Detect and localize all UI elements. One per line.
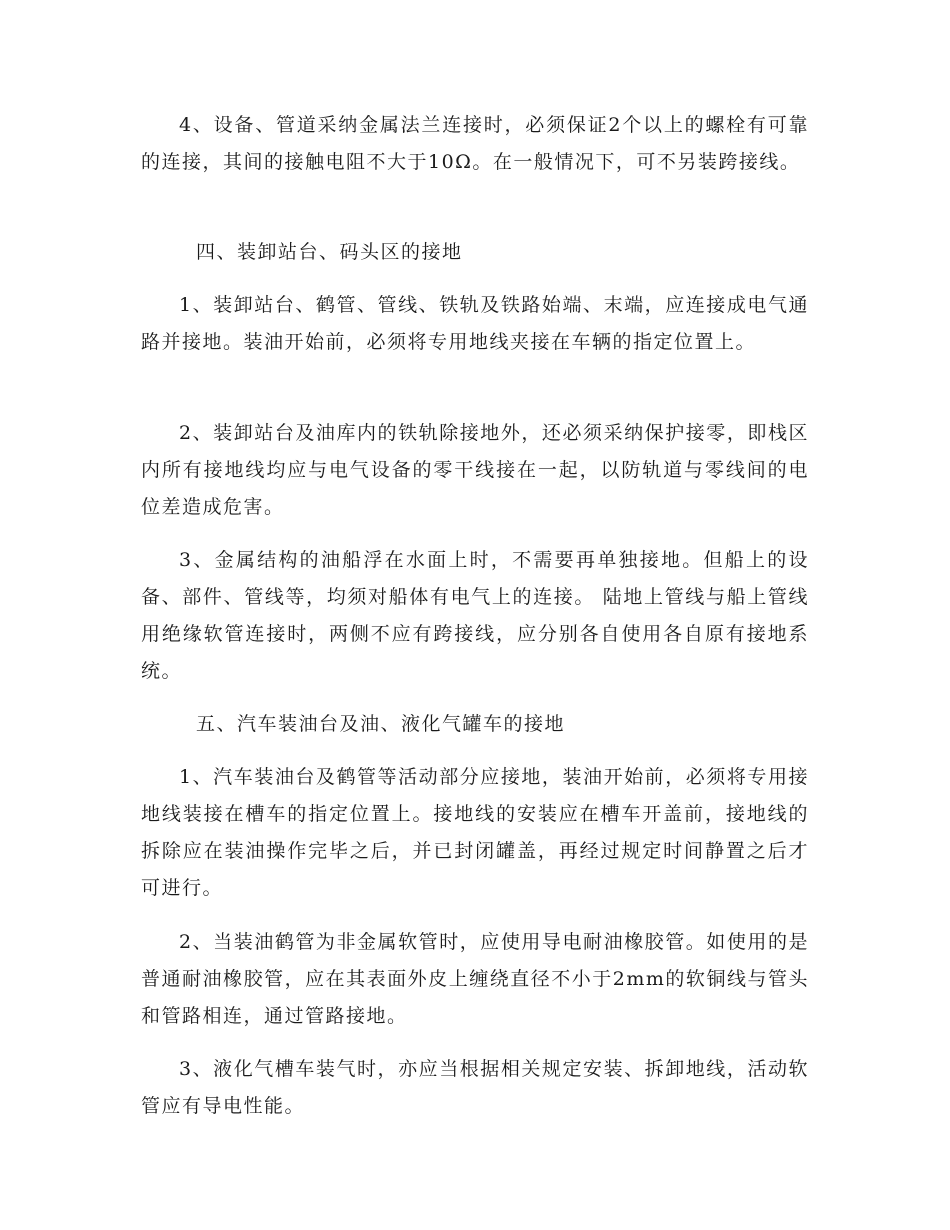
paragraph-1-truck-loading: 1、汽车装油台及鹤管等活动部分应接地，装油开始前，必须将专用接地线装接在槽车的指定位置上。接地线的安装应在槽车开盖前，接地线的拆除应在装油操作完毕之后，并已封闭罐盖，再经过规定时间静置之后才可进行。: [141, 766, 809, 899]
paragraph-3-lpg-tanker: 3、液化气槽车装气时，亦应当根据相关规定安装、拆卸地线，活动软管应有导电性能。: [141, 1058, 809, 1117]
section-heading-5: 五、汽车装油台及油、液化气罐车的接地: [196, 713, 566, 735]
paragraph-3-oil-ship: 3、金属结构的油船浮在水面上时，不需要再单独接地。但船上的设备、部件、管线等，均须对船体有电气上的连接。 陆地上管线与船上管线用绝缘软管连接时，两侧不应有跨接线，应分别各自使用各自原有接地系统。: [141, 549, 809, 682]
paragraph-1-loading-platform: 1、装卸站台、鹤管、管线、铁轨及铁路始端、末端，应连接成电气通路并接地。装油开始前，必须将专用地线夹接在车辆的指定位置上。: [141, 294, 809, 353]
section-heading-4: 四、装卸站台、码头区的接地: [196, 241, 463, 263]
paragraph-2-rail-grounding: 2、装卸站台及油库内的铁轨除接地外，还必须采纳保护接零，即栈区内所有接地线均应与电气设备的零干线接在一起，以防轨道与零线间的电位差造成危害。: [141, 422, 809, 518]
paragraph-2-hose-conductivity: 2、当装油鹤管为非金属软管时，应使用导电耐油橡胶管。如使用的是普通耐油橡胶管，应在其表面外皮上缠绕直径不小于2mm的软铜线与管头和管路相连，通过管路接地。: [141, 931, 809, 1027]
paragraph-4-flange-connection: 4、设备、管道采纳金属法兰连接时，必须保证2个以上的螺栓有可靠的连接，其间的接触电阻不大于10Ω。在一般情况下，可不另装跨接线。: [141, 114, 809, 173]
